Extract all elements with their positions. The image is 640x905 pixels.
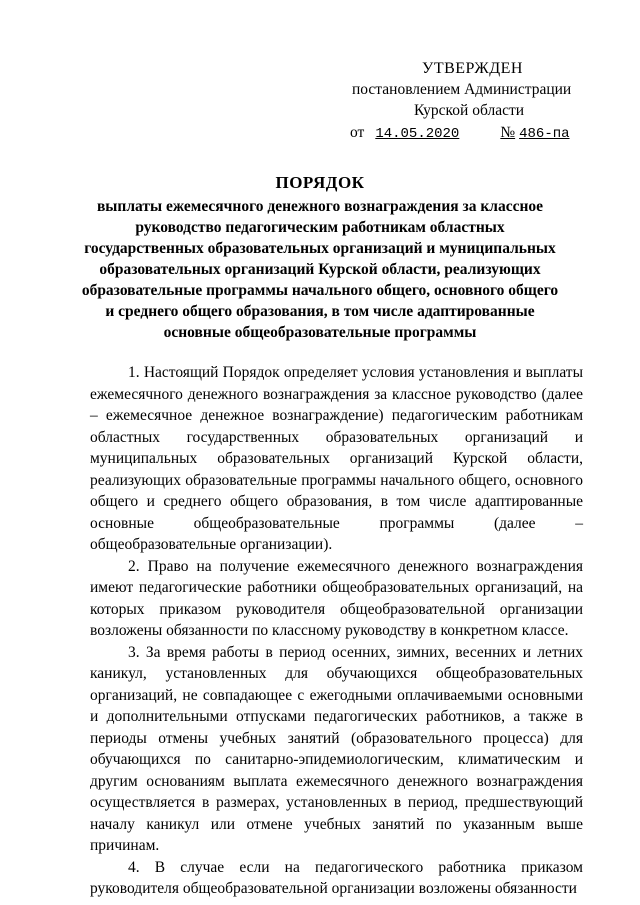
approval-from-label: от — [350, 124, 365, 141]
title-subtitle: выплаты ежемесячного денежного вознаграждения за классное руководство педагогическим работникам областных государственных образовательных организаций и муниципальных образовательных организаций Курской области, реализующих образовательные программы начального общего, основного общего и среднего общего образования, в том числе адаптированные основные общеобразовательные программы — [81, 198, 559, 341]
paragraph-2: 2. Право на получение ежемесячного денежного вознаграждения имеют педагогические работники общеобразовательных организаций, на которых приказом руководителя общеобразовательной организации возложены обязанности по классному руководству в конкретном классе. — [90, 557, 583, 639]
document-title — [80, 172, 560, 343]
paragraph-3: 3. За время работы в период осенних, зимних, весенних и летних каникул, установленных для обучающихся общеобразовательных организаций, не совпадающее с ежегодными оплачиваемыми основными и дополнительными отпусками педагогических работников, а также в периоды отмены учебных занятий (образовательного процесса) для обучающихся по санитарно-эпидемиологическим, климатическим и другим основаниям выплата ежемесячного денежного вознаграждения осуществляется в размерах, установленных в период, предшествующий началу каникул или отмене учебных занятий по указанным выше причинам. — [90, 643, 583, 854]
approval-region: Курской области — [414, 102, 525, 119]
title-main: ПОРЯДОК — [275, 173, 365, 192]
approval-heading: УТВЕРЖДЕН — [422, 60, 523, 77]
approval-stamp — [350, 58, 590, 145]
approval-authority: постановлением Администрации — [352, 81, 572, 98]
paragraph-1: 1. Настоящий Порядок определяет условия установления и выплаты ежемесячного денежного вознаграждения за классное руководство (далее – ежемесячное денежное вознаграждение) педагогическим работникам областных государственных образовательных организаций и муниципальных образовательных организаций Курской области, реализующих образовательные программы начального общего, основного общего и среднего общего образования, в том числе адаптированные основные общеобразовательные программы (далее – общеобразовательные организации). — [90, 364, 583, 553]
approval-date-line — [350, 122, 590, 145]
approval-number-label: № — [500, 124, 516, 141]
approval-date: 14.05.2020 — [375, 126, 460, 142]
document-body — [90, 362, 583, 900]
paragraph-4: 4. В случае если на педагогического работника приказом руководителя общеобразовательной организации возложены обязанности — [90, 858, 583, 897]
approval-number: 486-па — [519, 126, 570, 142]
